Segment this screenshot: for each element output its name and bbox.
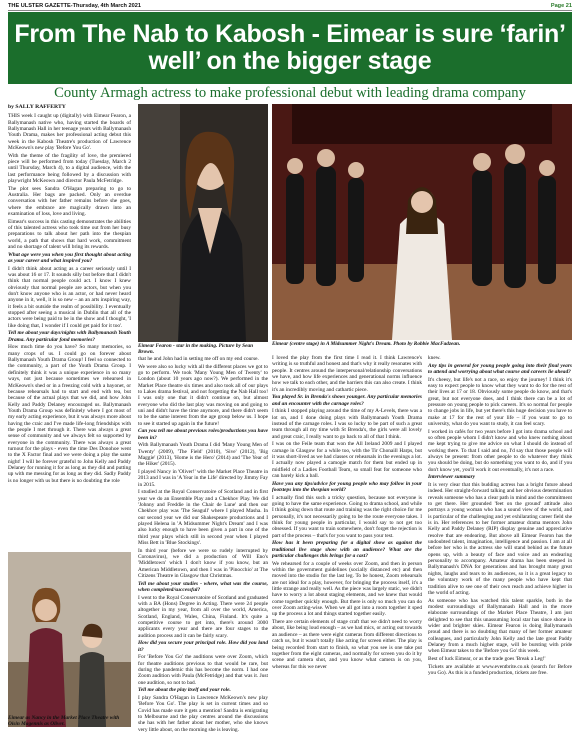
paragraph: that he and John had in setting me off on my end course. (138, 356, 259, 362)
article-column-1 (8, 104, 131, 485)
paragraph: We rehearsed for a couple of weeks over Zoom, and then in person within the government guidelines (socially distanced etc) and then moved into the studio for the last leg. To be honest, Zoom rehearsals are not ideal for a play, however, for bringing the process itself, it's a little strange and really well. As the piece was largely static, we didn't have to worry a lot about staging elements, and we knew that would come together quickly enough. But there is only so much you can do over Zoom acting-wise. When we all got into a room together it sped up the process a lot and things started together easily. (272, 560, 422, 618)
paragraph: Best of luck Eimear, or as the trade goes 'Break a Leg!' (428, 655, 546, 662)
caption-photo-a: Eimear Fearon - star in the making. Picture by Sean Brown. (138, 343, 254, 356)
caption-photo-b: Eimear (centre stage) in A Midsummer Night's Dream. Photo by Robbie MacFadzean. (272, 341, 461, 347)
interview-question: Tell me about the play itself and your role. (138, 687, 231, 694)
paragraph: THIS week I caught up (digitally) with Eimear Fearon, a Ballymanash native who, having started the boards of Ballymanash Hall in her teenage years with Ballymanash Youth Drama, makes her professional acting debut this week in the Kabosh Theatre's production of Lawrence McKeown's new play 'Before You Go'. (8, 113, 131, 152)
byline: by SALLY RAFFERTY (8, 104, 66, 110)
headline-banner (8, 12, 572, 84)
interview-question: Can you tell me about previous roles/productions you have been in? (138, 428, 268, 441)
photo-midsummer-stage (272, 104, 572, 340)
photo-eimear-portrait (138, 104, 268, 342)
interview-question: How has it been preparing for a digital show as against the traditional live stage show with an audience? What are the particular challenges this brings for a cast? (272, 540, 422, 560)
article-column-3 (272, 355, 422, 671)
masthead (8, 1, 572, 11)
article-column-2 (138, 356, 268, 734)
paragraph: With Ballymanash Youth Drama I did 'Many Young Men of Twenty' (2009), 'The Field' (2010), 'Sive' (2012), 'Big Maggie' (2013), 'Home is the Hero' (2014) and 'The Year of the Hiker' (2015). (138, 442, 268, 468)
paragraph: I went to the Royal Conservatoire of Scotland and graduated with a BA (Hons) Degree in Acting. There were 24 people altogether in my year, from all over the world, America, Scotland, England, Wales, China, Finland. It's quite a competitive course to get into, there's around 3000 applicants every year and there are four stages to the audition process and it can be fairly scary. (138, 594, 268, 639)
paragraph: How much time do you have? So many memories, so many crops of us. I could go on forever about Ballymanash Youth Drama Group! I feel so connected to the community, a part of the Youth Drama Group. I definitely think it was a unique experience in so many ways, not just because sometimes we rehearsed in McKeown's shed or in a freezing cold with a bayonet, or because rehearsals had to start and end with tea, but because of the actual plays that we did, and how John Kelly and Paddy Delaney encouraged us. Ballymanash Youth Drama Group was definitely where I got most of my early acting experience, but it was always more about having the craic and I've made life-long friendships with the people I met through it. There was always a great sense of community and we always felt so supported by everyone in the community. There was always a great turnout for the plays - even the time Des Donohoe went to the X Factor final and we were doing a play the same night! I will be forever grateful to John Kelly and Paddy Delaney for running it for as long as they did and putting up with me messing for as long as they did. Sadly Paddy is no longer with us but there is no doubting the role (8, 344, 131, 484)
headline: From The Nab to Kabosh - Eimear is sure ‘farin’ well’ on the bigger stage (14, 20, 566, 75)
photo-nancy-oliver (8, 552, 131, 727)
interview-question: Have you any tips/advice for young people who may follow in your footsteps into the thespian world? (272, 480, 422, 494)
paragraph: In third year (before we were so rudely interrupted by Coronavirus), we did a production of Will Eno's 'Middletown' which I don't know if you know, but an American Middletown, and then I was in 'Pinocchio' at The Citizens Theatre in Glasgow that Christmas. (138, 547, 268, 580)
paragraph: I think I stopped playing around the time of my A-Levels, there was a lot on, and I done doing plays with Ballymanash Youth Drama instead of the carnage roles. I was so lucky to be part of such a great team through all my time with St Brenda's, the girls were all lovely and great craic, I really want to go back to all of that I think. (272, 408, 422, 440)
paragraph: I actually find this such a tricky question, because not everyone is going to have the same experience. Going to drama school, and while I think going down that route and training was the right choice for me personally, it's not necessarily going to be the route everyone takes. I think for young people in particular, I would say to not get too obsessed. If you want to train somewhere, don't forget the rejection is part of the process – that's for you want to pass your test. (272, 494, 422, 539)
standfirst: County Armagh actress to make professional debut with leading drama company (54, 85, 526, 101)
paragraph: There are certain elements of stage craft that we didn't need to worry about, like being loud enough – as we had mics, or acting out towards an audience – as there were eight cameras from different directions to catch us, but it wasn't totally like acting for screen either. The play is being recorded from start to finish, so what you see is one take put together from the eight cameras, and normally for screen you do it by scene and camera shot, and you know what camera is on you, whereas for this we never (272, 619, 422, 670)
article-column-4 (428, 355, 572, 678)
paragraph: The plot sees Sandra O'Hagan preparing to go to Australia. Her bags are packed. Only an overdue conversation with her father remains before she goes, where the embrace are magically drawn into an examination of loss, love and living. (8, 185, 131, 218)
paragraph: As someone who has watched this talent sparkle, both in the modest surroundings of Ballymanash Hall and in the more elaborate surroundings of the Market Place Theatre, I am just delighted to see that this unassuming local star has since shone in wider and brighter skies. Eimear Fearon is doing Ballymanash proud and there is no doubting that many of her former amateur colleagues, and particularly John Kelly and the late great Paddy Delaney from a much higher stage, will be bursting with pride when Eimear takes to the 'Before you Go' this week. (428, 597, 572, 655)
paragraph: It is very clear that this budding actress has a bright future ahead indeed. Her straight-forward talking and her obvious determination reveals someone who has a clear path in mind and the commitment to get there. Her grounded 'feet on the ground' attitude also portrays a young woman who has a sound view of the world, and is particular of the challenging and yet exhilarating career field she is in. Her references to her former amateur drama mentors John Kelly and Paddy Delaney (RIP) display genuine and appreciative resolve that are endearing. But above all Eimear Fearon has the undoubted talent, imagination, intelligence and passion. I am at all before her who is the actress she will stand behind as the future opens up, with a beauty of face and voice and an endearing personality to accompany. Amateur drama has been steeped in Ballymanash's DNA for generations and has brought many great nights, laughs and tears to its audiences, so it is a great legacy to the voluntary work of the many people who have kept that tradition alive to see one of their own reach and achieve higher in the world of acting. (428, 482, 572, 596)
paragraph: I was on the Feile team that won the All Ireland 2009 and I played carnage in Glasgow for a while too, with the Tir Chonaill Harps, but it was short-lived as we had classes or rehearsals in the evenings a lot. I actually now played a camogie match for them but ended up in midfield of a Ladies Football Team, so small feat for someone who can barely kick a ball. (272, 441, 422, 480)
paragraph: I didn't think about acting as a career seriously until I was about 16 or 17. It sounds silly but before that I didn't think that normal people could act. I know I knew obviously that normal people are actors, but when you don't know anyone who is an actor, or had never heard anyone in it, well, it is so new – an an arts inspiring way, it feels a bit outside the realm of possibility. I eventually stopped after seeing a musical in Dublin that all of the actors were being paid to be in the show and I thought, 'I like doing that, I wonder if I could get paid for it too'. (8, 265, 131, 329)
interview-question: Tell me about your studies - where, what was the course, when completed/successful? (138, 580, 268, 594)
interview-question: Any tips in general for young people going into their final years to attend and worrying about what course and careers lie ahead? (428, 362, 572, 375)
masthead-title: THE ULSTER GAZETTE-Thursday, 4th March 2021 (8, 2, 141, 9)
interview-question: You played Sr. in Brenda's shows younger. Any particular memories and an encounter with the carnage roles? (272, 394, 422, 407)
paragraph: I studied at the Royal Conservatoire of Scotland and in first year we do an Ensemble Play and a Chekhov Play. We did 'Johnny and Freddie in the Chair de Lune' and then our Chekhov play was 'The Seagull' where I played Masha. In our second year we did our Shakespeare productions and I played Helena in 'A Midsummer Night's Dream' and I was also lucky enough to have been given a part in one of the third year plays which still in second year when I played Miss Bett in 'Blue Stockings'. (138, 489, 268, 547)
interview-question: What age were you when you first thought about acting as your career and what inspired you? (8, 251, 131, 265)
paragraph: I play Sandra O'Hagan in Lawrence McKeown's new play 'Before You Go'. The play is set in current times and so Covid has made sure it gets a mention! Sandra is emigrating to Melbourne and the play centres around the discussions she has with her father about her mother, who she knows very little about, on the morning she is leaving. (138, 695, 268, 733)
page-number: Page 21 (550, 2, 572, 9)
paragraph: I played Nancy in 'Oliver!' with the Market Place Theatre in 2013 and I was in 'A Year in the Life' directed by Jimmy Fay in 2015. (138, 469, 268, 488)
paragraph: Eimear's success in this casting demonstrates the abilities of this talented actress who took time out from her busy preparations to talk about her path into the thespian world, a path that shows that hard work, commitment and no shortage of talent will bring its rewards. (8, 218, 131, 251)
paragraph: It's cheesy, but life's not a race, so enjoy the journey! I think it's easy to expect people to know what they want to do for the rest of their lives at 17 or 18. Obviously some people do know, and that's great, but not everyone does, and I think there can be a lot of pressure on young people to pick careers. It's so normal for people to change jobs in life, but yet there's this huge decision you have to make at 17 for the rest of your life – if you want to go to university, what do you want to study, it can feel scary. (428, 376, 572, 428)
paragraph: With the theme of the fragility of love, the premiered piece will be performed from today (Tuesday, March 2 until Thursday, March 4), to a digital audience, with the last performance being followed by a discussion with playwright McKeown and director Paula McFetridge. (8, 152, 131, 185)
paragraph: I loved the play from the first time I read it. I think Lawrence's writing is so truthful and honest and that's why it really resonates with people. It centres around the interpersonal/relationship conversations we have, and how life experiences and generational norms influence how we talk to each other, and the barriers this can also create. I think it's an incredibly moving and cathartic piece. (272, 355, 422, 393)
section-heading: Interviewer summary (428, 474, 476, 481)
caption-photo-c: Eimear as Nancy in the Market Place Theatre with Oisin Magennis as Oliver. (8, 715, 120, 728)
paragraph: knew. (428, 355, 441, 361)
interview-question: Tell me about your days/nights with Ballymanash Youth Drama. Any particular fond memories? (8, 330, 131, 343)
paragraph: For 'Before You Go' the auditions were over Zoom, which for theatre auditions previous to that would be rare, but during the pandemic this has become the norm. I had one Zoom audition with Paula (McFetridge) and that was it. Just one audition, so not to bad. (138, 654, 268, 686)
paragraph: I worked in cafés for two years before I got into drama school and so often people whom I didn't know and who knew nothing about me kept trying to give me advice on what I should do instead of working there. To that I said and no, I'd say that those people will always be present: from other people to do whatever they think you should be doing, but do something you want to do, and if you don't know yet, you'll work it out eventually, it's not a race. (428, 428, 572, 473)
paragraph: Tickets are available at www.eventbrite.co.uk (search for Before you Go). As this is a funded production, tickets are free. (428, 663, 572, 676)
interview-question: How did you secure your principal role. How did you land it? (138, 640, 268, 653)
paragraph: We were also so lucky with all the different places we got to go to perform. We took 'Many Young Men of Twenty' to London (about 10 years ago now?). We performed in the Market Place theatre six times and also took all of our plays to Lakes drama festival, and not forgetting the Nab Hall too! I was only one that it didn't continue on, but almost everyone who did the last play was moving on and going to uni and didn't have the time anymore, and there didn't seem to be the same interest from the age group below us. I hope to see it started up again in the future! (138, 363, 268, 427)
